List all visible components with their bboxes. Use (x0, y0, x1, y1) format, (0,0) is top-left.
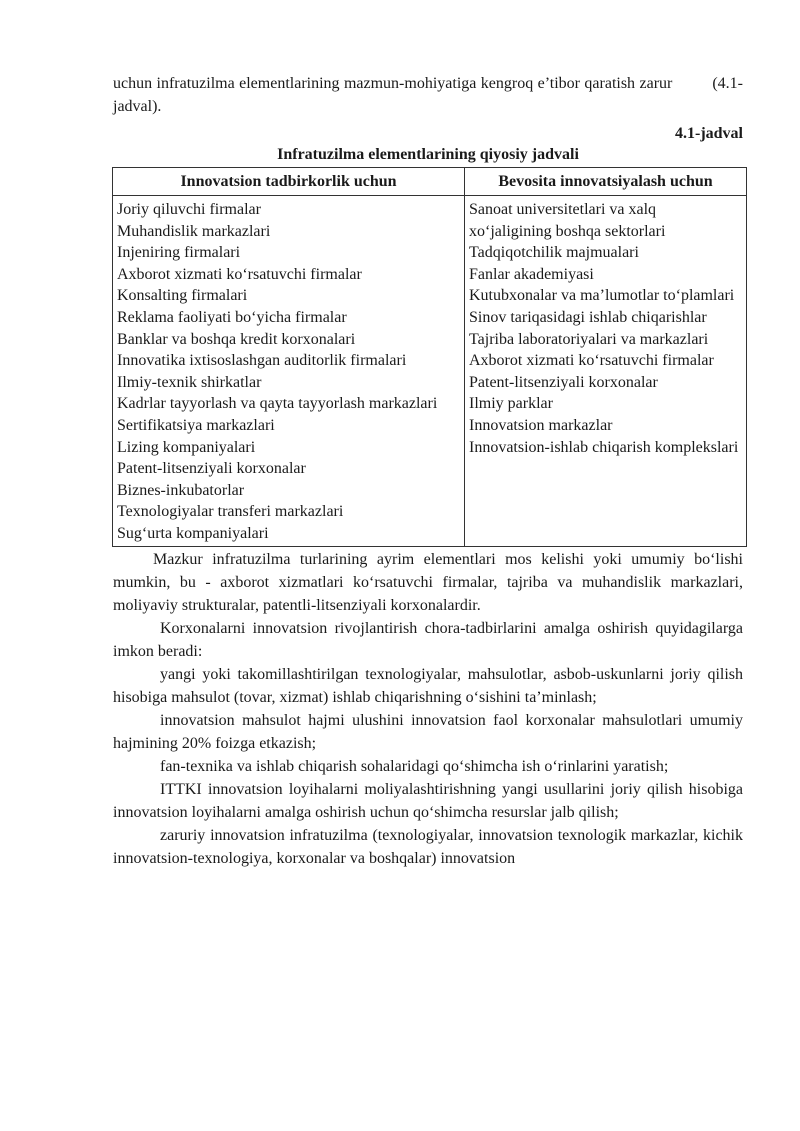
list-item: Innovatsion-ishlab chiqarish komplekslari (469, 438, 739, 456)
body-paragraph-3: yangi yoki takomillashtirilgan texnologiyalar, mahsulotlar, asbob-uskunlarni joriy qilish hisobiga mahsulot (tovar, xizmat) ishlab chiqarishning o‘sishini ta’minlash; (113, 665, 743, 706)
list-item: Patent-litsenziyali korxonalar (117, 460, 306, 478)
body-paragraph-5: fan-texnika va ishlab chiqarish sohalaridagi qo‘shimcha ish o‘rinlarini yaratish; (160, 757, 669, 775)
list-item: Texnologiyalar transferi markazlari (117, 503, 344, 521)
table-header-row (113, 168, 747, 196)
list-item: Sanoat universitetlari va xalq xo‘jaligining boshqa sektorlari (469, 201, 666, 240)
list-item: Ilmiy parklar (469, 395, 553, 413)
table-header-entrepreneurship: Innovatsion tadbirkorlik uchun (113, 168, 465, 196)
list-item: Muhandislik markazlari (117, 222, 271, 240)
table-row (113, 196, 747, 547)
intro-word: zarur (639, 75, 673, 92)
list-item: Sertifikatsiya markazlari (117, 416, 275, 434)
column-entrepreneurship-items (113, 196, 465, 547)
intro-line1: uchun infratuzilma elementlarining mazmun-mohiyatiga kengroq e’tibor qaratish (113, 75, 636, 92)
list-item: Axborot xizmati ko‘rsatuvchi firmalar (469, 352, 714, 370)
list-item: Banklar va boshqa kredit korxonalari (117, 330, 356, 348)
list-item: Tajriba laboratoriyalari va markazlari (469, 330, 709, 348)
list-item: Patent-litsenziyali korxonalar (469, 373, 658, 391)
document-page (113, 72, 743, 870)
list-item: Kadrlar tayyorlash va qayta tayyorlash markazlari (117, 395, 438, 413)
column-innovation-items (465, 196, 747, 547)
list-item: Innovatika ixtisoslashgan auditorlik firmalari (117, 352, 407, 370)
body-paragraph-7: zaruriy innovatsion infratuzilma (texnologiyalar, innovatsion texnologik markazlar, kichik innovatsion-texnologiya, korxonalar va boshqalar) innovatsion (113, 826, 743, 867)
list-item: Biznes-inkubatorlar (117, 481, 245, 499)
list-item: Sug‘urta kompaniyalari (117, 524, 269, 542)
intro-paragraph (113, 72, 743, 118)
list-item: Reklama faoliyati bo‘yicha firmalar (117, 308, 347, 326)
body-paragraph-1: Mazkur infratuzilma turlarining ayrim elementlari mos kelishi yoki umumiy bo‘lishi mumkin, bu - axborot xizmatlari ko‘rsatuvchi firmalar, tajriba va muhandislik markazlari, moliyaviy strukturalar, patentli-litsenziyali korxonalardir. (113, 550, 743, 614)
list-item: Kutubxonalar va ma’lumotlar to‘plamlari (469, 287, 735, 305)
list-item: Injeniring firmalari (117, 244, 241, 262)
infrastructure-comparison-table (112, 167, 747, 547)
list-item: Lizing kompaniyalari (117, 438, 256, 456)
list-item: Joriy qiluvchi firmalar (117, 201, 261, 218)
list-item: Axborot xizmati ko‘rsatuvchi firmalar (117, 265, 362, 283)
body-paragraph-4: innovatsion mahsulot hajmi ulushini innovatsion faol korxonalar mahsulotlari umumiy hajmining 20% foizga etkazish; (113, 711, 743, 752)
table-number: 4.1-jadval (675, 125, 743, 142)
intro-table-reference: (4.1-jadval). (113, 75, 743, 115)
list-item: Fanlar akademiyasi (469, 265, 594, 283)
body-paragraph-6: ITTKI innovatsion loyihalarni moliyalashtirishning yangi usullarini joriy qilish hisobiga innovatsion loyihalarni amalga oshirish uchun qo‘shimcha resurslar jalb qilish; (113, 780, 743, 821)
list-item: Sinov tariqasidagi ishlab chiqarishlar (469, 308, 707, 326)
list-item: Ilmiy-texnik shirkatlar (117, 373, 262, 391)
list-item: Tadqiqotchilik majmualari (469, 244, 639, 262)
list-item: Innovatsion markazlar (469, 416, 613, 434)
table-title: Infratuzilma elementlarining qiyosiy jadvali (277, 146, 579, 163)
body-paragraph-2: Korxonalarni innovatsion rivojlantirish chora-tadbirlarini amalga oshirish quyidagilarga imkon beradi: (113, 619, 743, 660)
table-header-innovation: Bevosita innovatsiyalash uchun (465, 168, 747, 196)
list-item: Konsalting firmalari (117, 287, 248, 305)
